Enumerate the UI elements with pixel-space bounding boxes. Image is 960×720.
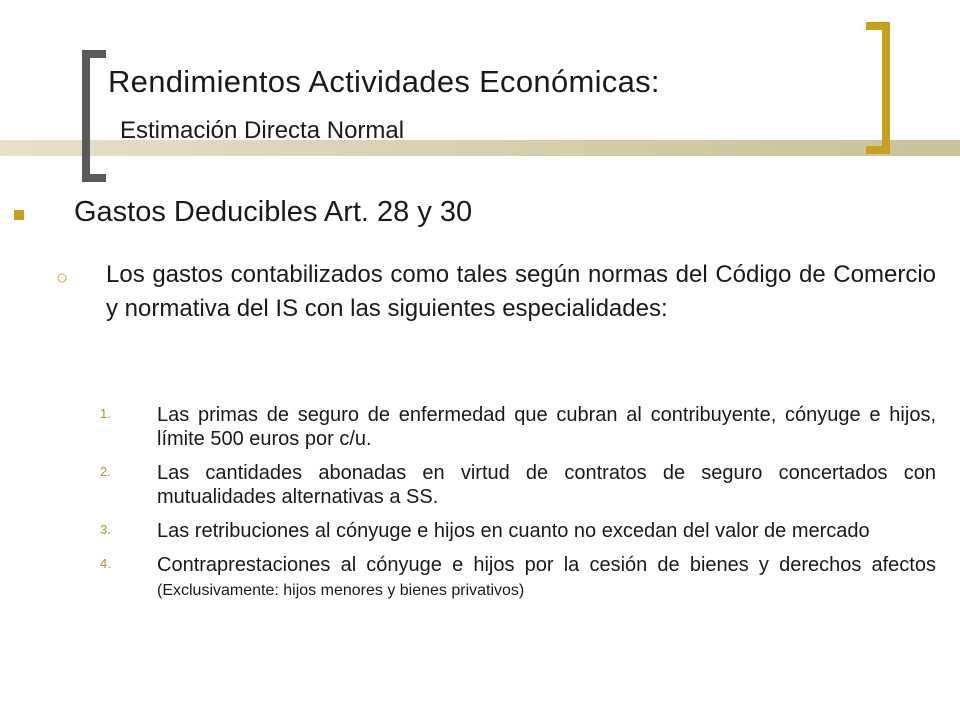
slide-subtitle: Estimación Directa Normal (120, 117, 405, 144)
list-item-number: 1. (100, 406, 111, 421)
list-item-text: Las retribuciones al cónyuge e hijos en cuanto no excedan del valor de mercado (157, 520, 870, 542)
right-bracket-decoration (866, 22, 890, 154)
list-item-text: Las primas de seguro de enfermedad que cubran al contribuyente, cónyuge e hijos, límite 500 euros por c/u. (157, 404, 936, 450)
list-item (100, 403, 936, 451)
square-bullet-icon (14, 210, 24, 220)
list-item-text: Contraprestaciones al cónyuge e hijos por la cesión de bienes y derechos afectos (157, 554, 936, 576)
list-item-number: 4. (100, 556, 111, 571)
list-item-number: 2. (100, 464, 111, 479)
left-bracket-decoration (82, 50, 106, 182)
list-item (100, 461, 936, 509)
list-item-number: 3. (100, 522, 111, 537)
numbered-list (100, 403, 936, 613)
list-item (100, 553, 936, 603)
list-item (100, 519, 936, 543)
hollow-circle-bullet-icon: ○ (56, 267, 69, 289)
slide-title: Rendimientos Actividades Económicas: (108, 64, 660, 99)
level2-text: Los gastos contabilizados como tales según normas del Código de Comercio y normativa del IS con las siguientes especialidades: (106, 261, 936, 322)
level1-text: Gastos Deducibles Art. 28 y 30 (74, 196, 473, 228)
list-item-text-wrapper (157, 553, 936, 603)
list-item-note: (Exclusivamente: hijos menores y bienes privativos) (157, 582, 525, 599)
list-item-text: Las cantidades abonadas en virtud de contratos de seguro concertados con mutualidades alternativas a SS. (157, 462, 936, 508)
